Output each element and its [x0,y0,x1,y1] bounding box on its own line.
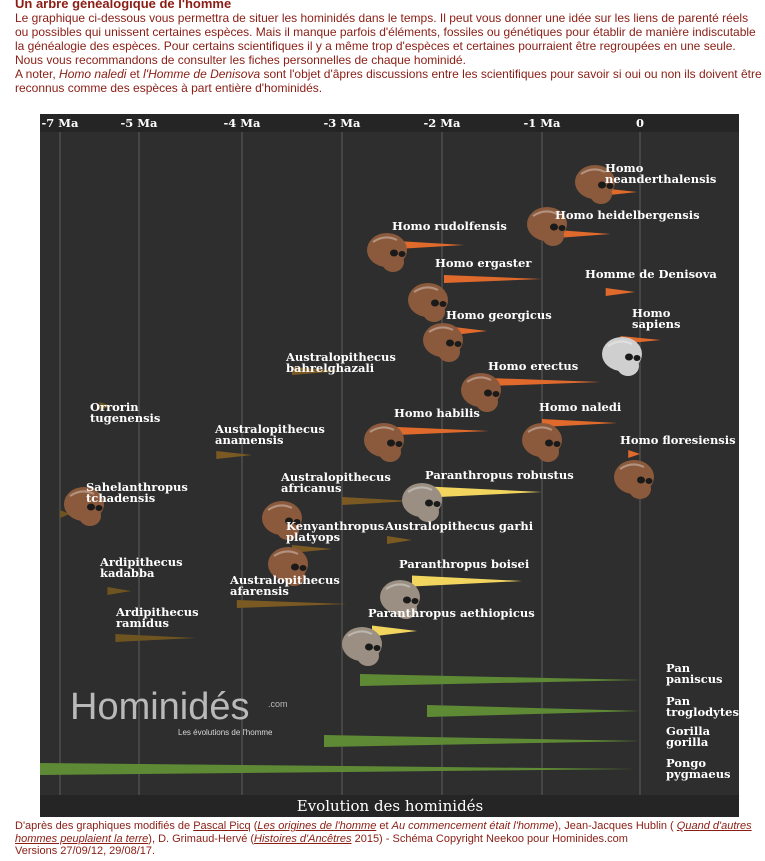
species-label-australopithecus-afarensis: Australopithecus afarensis [230,573,340,598]
species-label-homo-heidelbergensis: Homo heidelbergensis [555,208,700,222]
link-quand-dautres[interactable]: Quand d'autres [676,820,752,832]
species-label-australopithecus-bahrelghazali: Australopithecus bahrelghazali [286,350,396,375]
logo-tagline: Les évolutions de l'homme [178,728,273,737]
note-text: sont l'objet d'âpres discussions entre les scientifiques pour savoir si oui ou non ils doivent être [260,67,762,81]
intro-line: Nous vous recommandons de consulter les fiches personnelles de chaque hominidé. [15,53,466,67]
range-bar-pan-paniscus [360,674,640,686]
species-label-homo-georgicus: Homo georgicus [446,308,552,322]
range-bar-ardipithecus-ramidus [115,634,195,642]
range-bar-pongo-pygmaeus [40,763,640,775]
species-label-pongo-pygmaeus: Pongo pygmaeus [666,756,731,781]
species-label-homo-floresiensis: Homo floresiensis [620,433,736,447]
book-title: Au commencement était l'homme [391,820,555,832]
species-label-australopithecus-garhi: Australopithecus garhi [385,519,534,533]
footer-line [15,833,760,846]
species-label-paranthropus-boisei: Paranthropus boisei [399,557,530,571]
range-bar-homo-naledi [542,419,617,427]
footer-line [15,820,760,833]
intro-line: Le graphique ci-dessous vous permettra de situer les hominidés dans le temps. Il peut vous donner une idée sur les liens de parenté réels [15,11,749,25]
note-text: A noter, [15,67,60,81]
species-label-paranthropus-aethiopicus: Paranthropus aethiopicus [368,606,535,620]
tick-label: -7 Ma [41,116,79,130]
species-label-pan-troglodytes: Pan troglodytes [666,694,739,719]
note-line [15,67,765,81]
species-label-homo-rudolfensis: Homo rudolfensis [392,219,507,233]
species-label-homme-de-denisova: Homme de Denisova [585,267,717,281]
footer-text: et [376,820,392,832]
tick-label: -3 Ma [323,116,361,130]
species-label-pan-paniscus: Pan paniscus [666,661,723,686]
intro-text [15,11,765,95]
species-label-homo-erectus: Homo erectus [488,359,579,373]
skull-icon [342,627,382,666]
skull-icon [367,233,407,272]
range-bar-australopithecus-garhi [387,536,412,544]
footer-credits [15,820,760,858]
skull-icon [408,283,448,322]
range-bar-homo-habilis [397,427,489,435]
skull-icon [614,460,654,499]
species-label-homo-ergaster: Homo ergaster [435,256,532,270]
tick-label: -2 Ma [423,116,461,130]
species-label-australopithecus-africanus: Australopithecus africanus [281,470,391,495]
range-bar-paranthropus-robustus [429,487,542,498]
footer-line: Versions 27/09/12, 29/08/17. [15,845,156,857]
range-bar-homo-erectus [489,378,601,386]
footer-text: ), D. Grimaud-Hervé ( [148,832,255,845]
note-line: reconnus comme des espèces à part entière d'hominidés. [15,81,323,95]
skull-icon [522,423,562,462]
skull-icon [402,483,442,522]
range-bar-ardipithecus-kadabba [107,587,131,595]
link-histoires-ancetres[interactable]: Histoires d'Ancêtres [254,832,352,845]
species-label-gorilla-gorilla: Gorilla gorilla [666,724,711,749]
link-les-origines[interactable]: Les origines de l'homme [257,820,377,832]
logo-suffix: .com [268,699,288,709]
species-label-australopithecus-anamensis: Australopithecus anamensis [215,422,325,447]
page-title: Un arbre généalogique de l'homme [15,0,232,11]
note-naledi: Homo naledi [59,67,127,81]
footer-text: ( [250,820,258,832]
tick-label: 0 [635,116,645,130]
footer-text: D'après des graphiques modifiés de [15,820,194,832]
range-bar-australopithecus-anamensis [216,451,252,459]
species-label-ardipithecus-kadabba: Ardipithecus kadabba [100,555,183,580]
hominides-logo [70,686,288,737]
range-bar-gorilla-gorilla [324,735,640,747]
tick-label: -5 Ma [120,116,158,130]
range-bar-homo-ergaster [444,275,542,283]
species-label-sahelanthropus-tchadensis: Sahelanthropus tchadensis [86,480,188,505]
skull-icon [364,423,404,462]
species-label-homo-neanderthalensis: Homo neanderthalensis [605,161,717,186]
intro-line: ou possibles qui unissent certaines espèces. Mais il manque parfois d'éléments, fossiles ou génétiques pour établir de manière indiscutable [15,25,756,39]
note-text: et [126,67,144,81]
skull-icon [423,323,463,362]
link-pascal-picq[interactable]: Pascal Picq [193,820,251,832]
footer-text: ), Jean-Jacques Hublin ( [554,820,677,832]
species-label-ardipithecus-ramidus: Ardipithecus ramidus [116,605,199,630]
species-label-homo-naledi: Homo naledi [539,400,622,414]
range-bar-pan-troglodytes [427,705,640,717]
species-label-orrorin-tugenensis: Orrorin tugenensis [90,400,161,425]
timeline-svg [40,114,739,817]
skull-icon [602,337,642,376]
range-bar-paranthropus-boisei [412,576,522,587]
species-label-paranthropus-robustus: Paranthropus robustus [425,468,574,482]
species-label-homo-sapiens: Homo sapiens [632,306,681,331]
intro-line: la généalogie des espèces. Pour certains scientifiques il y a même trop d'espèces et certaines pourraient être regroupées en une seule. [15,39,736,53]
note-denisova: l'Homme de Denisova [143,67,261,81]
range-bar-homo-rudolfensis [397,241,464,249]
logo-text: Hominidés [70,686,250,728]
evolution-chart [40,114,739,817]
tick-label: -4 Ma [223,116,261,130]
species-label-kenyanthropus-platyops: Kenyanthropus platyops [286,519,385,544]
range-bar-homme-de-denisova [606,288,635,296]
species-label-homo-habilis: Homo habilis [394,406,480,420]
range-bar-homo-floresiensis [628,450,640,458]
range-bar-australopithecus-afarensis [237,600,347,608]
range-bar-australopithecus-africanus [342,497,412,505]
tick-label: -1 Ma [523,116,561,130]
link-hommes-peuplaient[interactable]: hommes peuplaient la terre [15,832,149,845]
chart-title: Evolution des hominidés [296,797,484,815]
footer-text: 2015) - Schéma Copyright Neekoo pour Hominides.com [351,832,628,845]
